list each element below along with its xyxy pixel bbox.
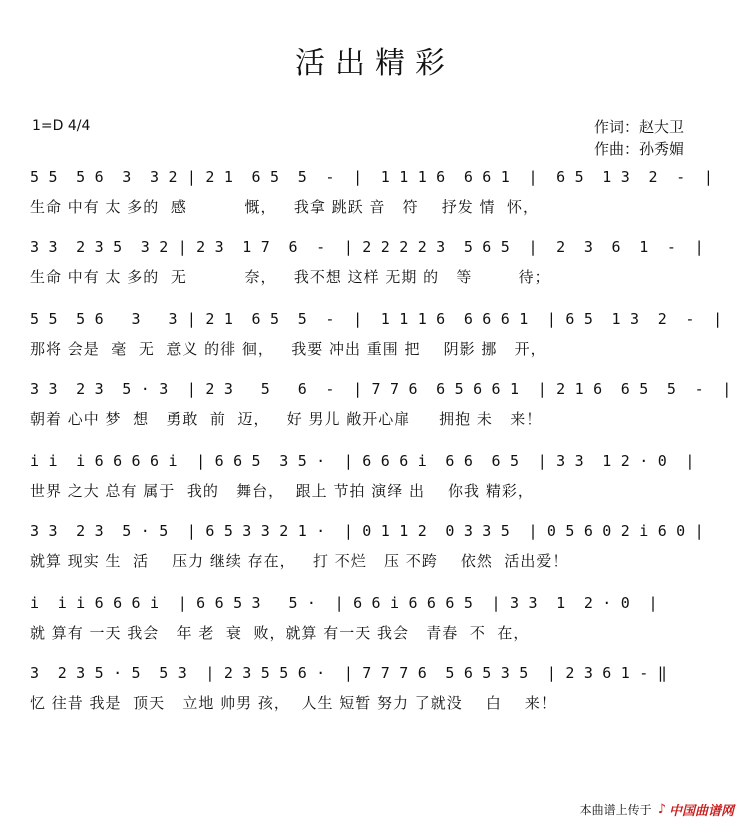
score-system-7 (30, 594, 720, 670)
score-system-2 (30, 238, 720, 314)
score-system-8 (30, 664, 720, 740)
composer-credit: 作曲：孙秀媚 (594, 140, 685, 158)
notation-line: 3 3 2 3 5 · 3 | 2 3 5 6 - | 7 7 6 6 5 6 6 1 | 2 1 6 6 5 5 - | (30, 380, 732, 398)
lyricist-credit: 作词：赵大卫 (594, 118, 685, 136)
score-system-3 (30, 310, 723, 386)
music-note-icon: ♪ (657, 802, 666, 817)
lyric-line: 就算 现实 生 活 压力 继续 存在， 打 不烂 压 不跨 依然 活出爱！ (30, 552, 569, 570)
site-logo[interactable] (658, 800, 734, 819)
notation-line: 5 5 5 6 3 3 | 2 1 6 5 5 - | 1 1 1 6 6 6 6 1 | 6 5 1 3 2 - | (30, 310, 723, 328)
footer (580, 800, 734, 819)
notation-line: 5 5 5 6 3 3 2 | 2 1 6 5 5 - | 1 1 1 6 6 6 1 | 6 5 1 3 2 - | (30, 168, 714, 186)
notation-line: i i i 6 6 6 i | 6 6 5 3 5 · | 6 6 i 6 6 6 5 | 3 3 1 2 · 0 | (30, 594, 658, 612)
notation-line: 3 2 3 5 · 5 5 3 | 2 3 5 5 6 · | 7 7 7 6 5 6 5 3 5 | 2 3 6 1 - ‖ (30, 664, 667, 682)
lyric-line: 朝着 心中 梦 想 勇敢 前 迈， 好 男儿 敞开心扉 拥抱 未 来！ (30, 410, 543, 428)
lyric-line: 那将 会是 毫 无 意义 的徘 徊， 我要 冲出 重围 把 阴影 挪 开， (30, 340, 547, 358)
lyric-line: 世界 之大 总有 属于 我的 舞台， 跟上 节拍 演绎 出 你我 精彩， (30, 482, 534, 500)
lyric-line: 就 算有 一天 我会 年 老 衰 败，就算 有一天 我会 青春 不 在， (30, 624, 530, 642)
notation-line: 3 3 2 3 5 3 2 | 2 3 1 7 6 - | 2 2 2 2 3 5 6 5 | 2 3 6 1 - | (30, 238, 704, 256)
key-time-signature: 1=D 4/4 (32, 118, 91, 134)
notation-line: 3 3 2 3 5 · 5 | 6 5 3 3 2 1 · | 0 1 1 2 0 3 3 5 | 0 5 6 0 2 i 6 0 | (30, 522, 704, 540)
site-name: 中国曲谱网 (668, 804, 734, 819)
score-system-1 (30, 168, 720, 244)
upload-text: 本曲谱上传于 (579, 803, 652, 817)
song-title: 活出精彩 (295, 46, 455, 81)
score-system-4 (30, 380, 732, 456)
notation-line: i i i 6 6 6 6 i | 6 6 5 3 5 · | 6 6 6 i 6 6 6 5 | 3 3 1 2 · 0 | (30, 452, 695, 470)
lyric-line: 生命 中有 太 多的 无 奈， 我不想 这样 无期 的 等 待； (30, 268, 551, 286)
lyric-line: 忆 往昔 我是 顶天 立地 帅男 孩， 人生 短暂 努力 了就没 白 来！ (30, 694, 557, 712)
score-system-5 (30, 452, 720, 528)
lyric-line: 生命 中有 太 多的 感 慨， 我拿 跳跃 音 符 抒发 情 怀， (30, 198, 540, 216)
score-system-6 (30, 522, 720, 598)
